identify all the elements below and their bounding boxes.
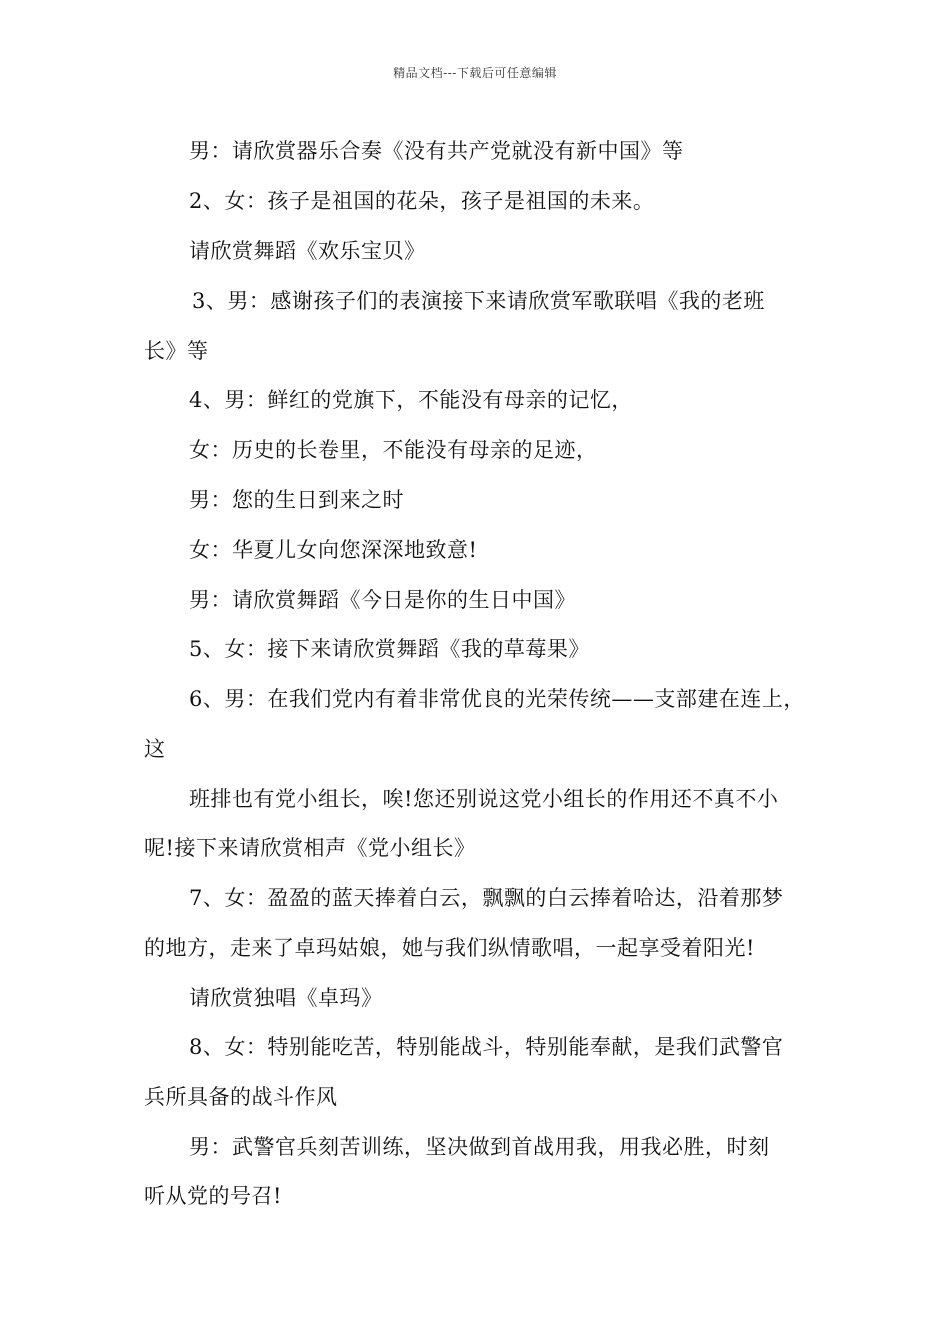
text-line: 8、女：特别能吃苦，特别能战斗，特别能奉献，是我们武警官 <box>189 1035 784 1059</box>
text-line: 2、女：孩子是祖国的花朵，孩子是祖国的未来。 <box>189 189 655 213</box>
text-line: 这 <box>144 737 166 761</box>
text-line: 男：请欣赏舞蹈《今日是你的生日中国》 <box>189 588 576 612</box>
text-line: 兵所具备的战斗作风 <box>144 1085 338 1109</box>
text-line: 男：您的生日到来之时 <box>189 488 404 512</box>
text-line: 5、女：接下来请欣赏舞蹈《我的草莓果》 <box>189 637 590 661</box>
text-line: 7、女：盈盈的蓝天捧着白云，飘飘的白云捧着哈达，沿着那梦 <box>189 886 784 910</box>
text-line: 请欣赏舞蹈《欢乐宝贝》 <box>189 239 426 263</box>
text-line: 男：武警官兵刻苦训练，坚决做到首战用我，用我必胜，时刻 <box>189 1135 770 1159</box>
text-line: 班排也有党小组长，唉!您还别说这党小组长的作用还不真不小 <box>189 787 779 811</box>
text-line: 3、男：感谢孩子们的表演接下来请欣赏军歌联唱《我的老班 <box>192 289 765 313</box>
text-line: 男：请欣赏器乐合奏《没有共产党就没有新中国》等 <box>189 139 684 163</box>
text-line: 4、男：鲜红的党旗下，不能没有母亲的记忆， <box>189 388 633 412</box>
text-line: 女：华夏儿女向您深深地致意! <box>189 538 478 562</box>
text-line: 请欣赏独唱《卓玛》 <box>189 986 383 1010</box>
text-line: 女：历史的长卷里，不能没有母亲的足迹， <box>189 438 598 462</box>
text-line: 6、男：在我们党内有着非常优良的光荣传统——支部建在连上， <box>189 687 805 711</box>
text-line: 听从党的号召! <box>144 1184 282 1208</box>
page-header: 精品文档---下载后可任意编辑 <box>393 66 557 80</box>
text-line: 呢!接下来请欣赏相声《党小组长》 <box>144 836 476 860</box>
text-line: 的地方，走来了卓玛姑娘，她与我们纵情歌唱，一起享受着阳光! <box>144 936 755 960</box>
text-line: 长》等 <box>144 339 209 363</box>
